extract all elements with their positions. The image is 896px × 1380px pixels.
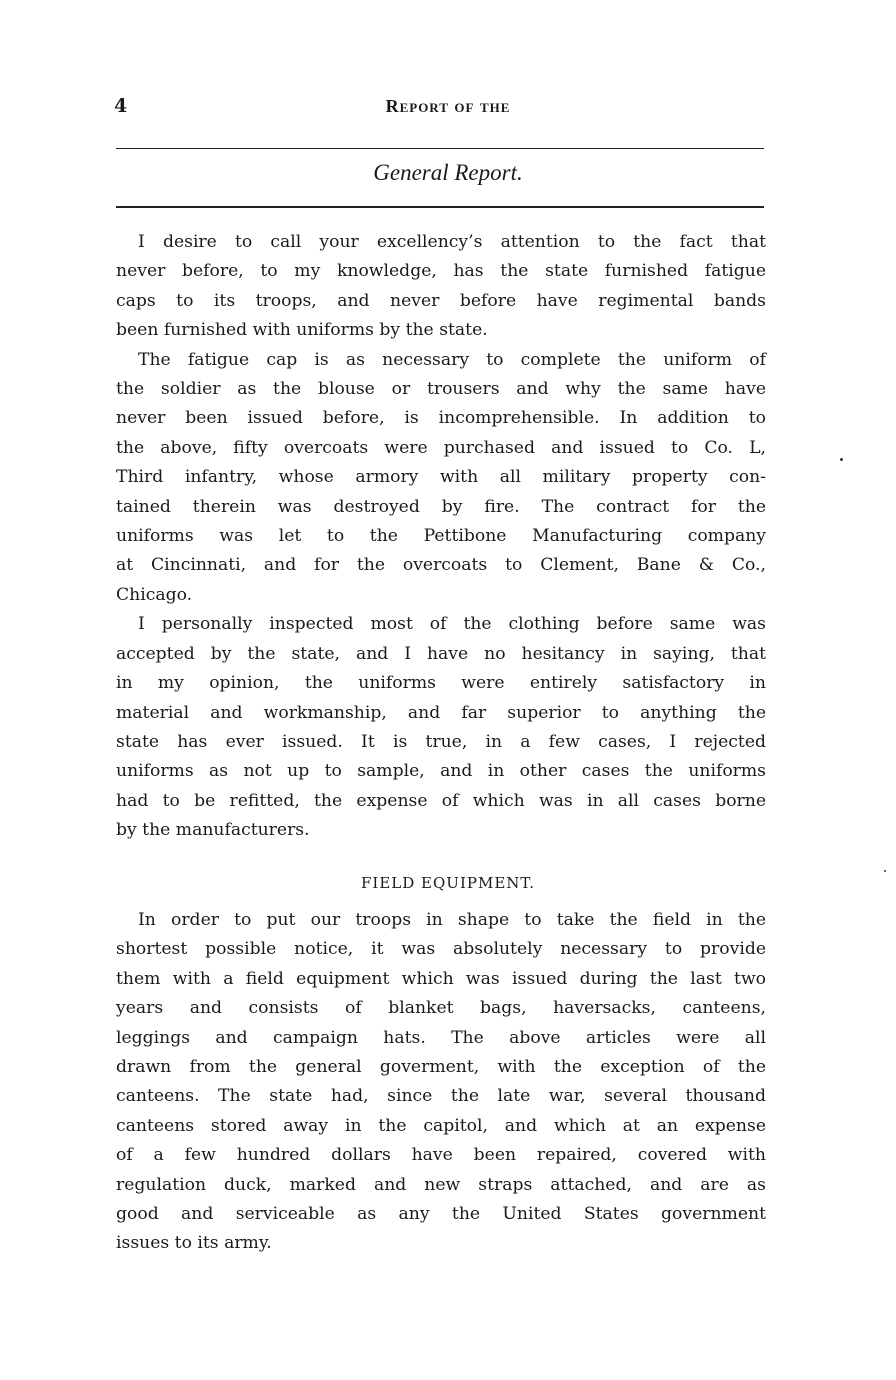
text-line: been furnished with uniforms by the state. [116,320,488,341]
text-line: canteens. The state had, since the late war, several thousand [116,1086,766,1107]
speck-mark [840,458,843,461]
text-line: by the manufacturers. [116,820,310,841]
text-line: Third infantry, whose armory with all military property con- [116,467,766,488]
text-line: I personally inspected most of the clothing before same was [138,614,766,635]
subheading: FIELD EQUIPMENT. [361,874,535,892]
text-line: canteens stored away in the capitol, and which at an expense [116,1115,766,1136]
paragraph-3 [116,610,766,845]
text-line: The fatigue cap is as necessary to complete the uniform of [138,349,766,370]
speck-mark [884,870,886,872]
header-rule-top [116,148,764,149]
text-line: uniforms was let to the Pettibone Manufacturing company [116,526,766,547]
text-line: tained therein was destroyed by fire. The contract for the [116,496,766,517]
text-line: accepted by the state, and I have no hesitancy in saying, that [116,643,766,664]
body-text-part1 [116,228,766,846]
text-line: leggings and campaign hats. The above articles were all [116,1027,766,1048]
running-title: Report of the [385,96,511,116]
text-line: I desire to call your excellency’s attention to the fact that [138,232,766,252]
body-text-part2 [116,906,766,1259]
text-line: shortest possible notice, it was absolutely necessary to provide [116,939,766,960]
text-line: of a few hundred dollars have been repaired, covered with [116,1145,766,1166]
text-line: uniforms as not up to sample, and in other cases the uniforms [116,761,766,782]
page-number: 4 [114,95,128,117]
text-line: had to be refitted, the expense of which was in all cases borne [116,790,766,811]
text-line: In order to put our troops in shape to take the field in the [138,910,766,930]
text-line: at Cincinnati, and for the overcoats to Clement, Bane & Co., [116,555,766,576]
text-line: issues to its army. [116,1233,272,1254]
text-line: regulation duck, marked and new straps attached, and are as [116,1174,766,1195]
text-line: Chicago. [116,584,193,605]
text-line: them with a field equipment which was issued during the last two [116,968,766,989]
section-title: General Report. [373,160,523,185]
paragraph-4 [116,906,766,1259]
text-line: years and consists of blanket bags, haversacks, canteens, [116,998,766,1019]
text-line: the above, fifty overcoats were purchased and issued to Co. L, [116,437,766,458]
text-line: material and workmanship, and far superior to anything the [116,702,766,723]
text-line: the soldier as the blouse or trousers and why the same have [116,379,766,400]
text-line: drawn from the general goverment, with the exception of the [116,1057,766,1078]
header-rule-bottom [116,206,764,208]
paragraph-2 [116,346,766,611]
text-line: never before, to my knowledge, has the state furnished fatigue [116,261,766,282]
paragraph-1 [116,228,766,346]
text-line: never been issued before, is incomprehensible. In addition to [116,408,766,429]
text-line: state has ever issued. It is true, in a few cases, I rejected [116,731,766,752]
text-line: good and serviceable as any the United States government [116,1204,766,1225]
text-line: caps to its troops, and never before have regimental bands [116,290,766,311]
text-line: in my opinion, the uniforms were entirely satisfactory in [116,673,766,694]
